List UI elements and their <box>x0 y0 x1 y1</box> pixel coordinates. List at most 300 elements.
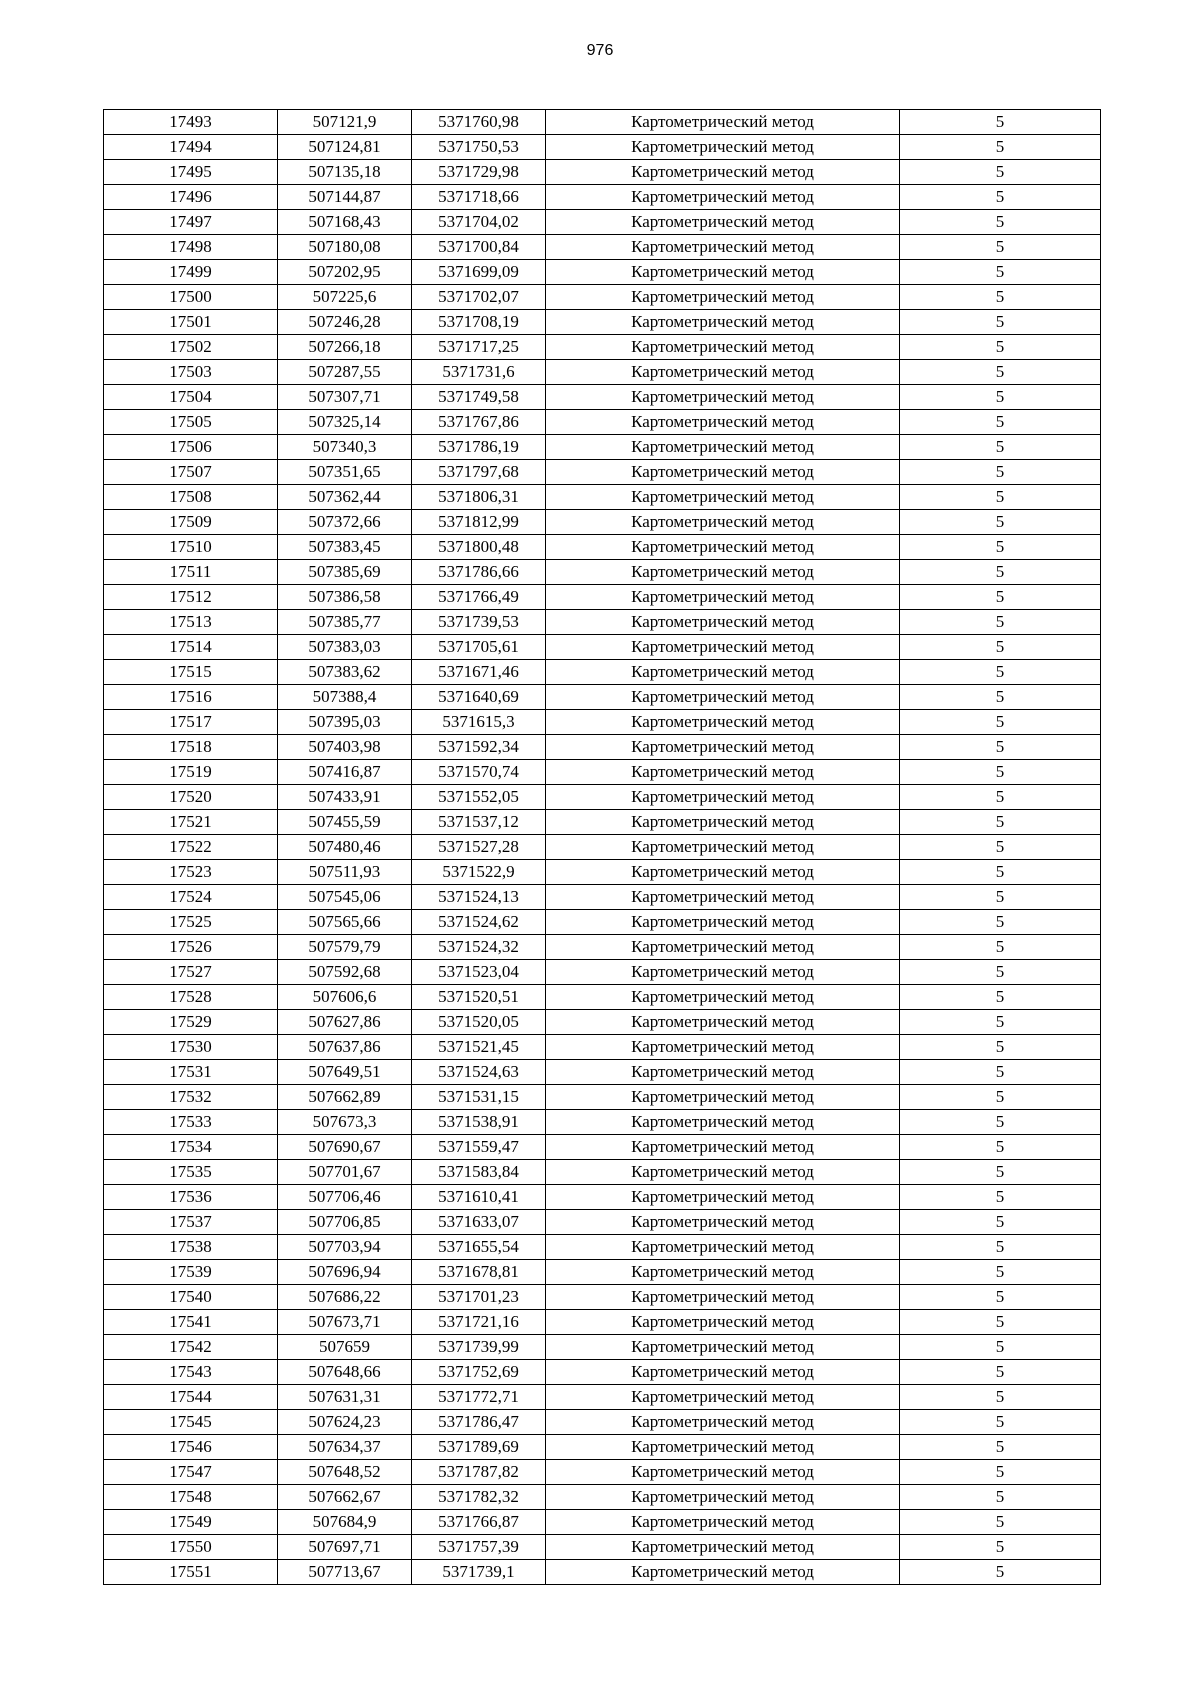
y-coordinate-cell: 5371671,46 <box>412 660 546 685</box>
table-row <box>104 485 1101 510</box>
accuracy-cell: 5 <box>900 1535 1101 1560</box>
method-cell: Картометрический метод <box>546 1360 900 1385</box>
y-coordinate-cell: 5371721,16 <box>412 1310 546 1335</box>
point-number-cell: 17535 <box>104 1160 278 1185</box>
method-cell: Картометрический метод <box>546 385 900 410</box>
method-cell: Картометрический метод <box>546 885 900 910</box>
accuracy-cell: 5 <box>900 635 1101 660</box>
point-number-cell: 17505 <box>104 410 278 435</box>
table-row <box>104 760 1101 785</box>
x-coordinate-cell: 507287,55 <box>278 360 412 385</box>
y-coordinate-cell: 5371750,53 <box>412 135 546 160</box>
x-coordinate-cell: 507673,71 <box>278 1310 412 1335</box>
y-coordinate-cell: 5371752,69 <box>412 1360 546 1385</box>
x-coordinate-cell: 507480,46 <box>278 835 412 860</box>
table-row <box>104 910 1101 935</box>
table-row <box>104 410 1101 435</box>
x-coordinate-cell: 507649,51 <box>278 1060 412 1085</box>
point-number-cell: 17542 <box>104 1335 278 1360</box>
table-row <box>104 335 1101 360</box>
x-coordinate-cell: 507383,03 <box>278 635 412 660</box>
method-cell: Картометрический метод <box>546 1485 900 1510</box>
method-cell: Картометрический метод <box>546 660 900 685</box>
point-number-cell: 17515 <box>104 660 278 685</box>
method-cell: Картометрический метод <box>546 1510 900 1535</box>
table-row <box>104 660 1101 685</box>
point-number-cell: 17548 <box>104 1485 278 1510</box>
y-coordinate-cell: 5371538,91 <box>412 1110 546 1135</box>
method-cell: Картометрический метод <box>546 1335 900 1360</box>
y-coordinate-cell: 5371523,04 <box>412 960 546 985</box>
table-row <box>104 1385 1101 1410</box>
method-cell: Картометрический метод <box>546 1310 900 1335</box>
x-coordinate-cell: 507168,43 <box>278 210 412 235</box>
table-row <box>104 210 1101 235</box>
y-coordinate-cell: 5371520,51 <box>412 985 546 1010</box>
method-cell: Картометрический метод <box>546 1410 900 1435</box>
accuracy-cell: 5 <box>900 485 1101 510</box>
table-row <box>104 810 1101 835</box>
table-row <box>104 935 1101 960</box>
y-coordinate-cell: 5371757,39 <box>412 1535 546 1560</box>
point-number-cell: 17514 <box>104 635 278 660</box>
table-row <box>104 1235 1101 1260</box>
table-row <box>104 1285 1101 1310</box>
point-number-cell: 17494 <box>104 135 278 160</box>
method-cell: Картометрический метод <box>546 335 900 360</box>
y-coordinate-cell: 5371699,09 <box>412 260 546 285</box>
table-row <box>104 1060 1101 1085</box>
point-number-cell: 17536 <box>104 1185 278 1210</box>
table-row <box>104 435 1101 460</box>
method-cell: Картометрический метод <box>546 985 900 1010</box>
accuracy-cell: 5 <box>900 910 1101 935</box>
accuracy-cell: 5 <box>900 1210 1101 1235</box>
method-cell: Картометрический метод <box>546 1010 900 1035</box>
accuracy-cell: 5 <box>900 935 1101 960</box>
x-coordinate-cell: 507266,18 <box>278 335 412 360</box>
method-cell: Картометрический метод <box>546 135 900 160</box>
x-coordinate-cell: 507706,85 <box>278 1210 412 1235</box>
table-row <box>104 385 1101 410</box>
accuracy-cell: 5 <box>900 435 1101 460</box>
x-coordinate-cell: 507180,08 <box>278 235 412 260</box>
x-coordinate-cell: 507545,06 <box>278 885 412 910</box>
table-row <box>104 1335 1101 1360</box>
point-number-cell: 17544 <box>104 1385 278 1410</box>
x-coordinate-cell: 507202,95 <box>278 260 412 285</box>
x-coordinate-cell: 507696,94 <box>278 1260 412 1285</box>
accuracy-cell: 5 <box>900 585 1101 610</box>
method-cell: Картометрический метод <box>546 160 900 185</box>
y-coordinate-cell: 5371521,45 <box>412 1035 546 1060</box>
point-number-cell: 17524 <box>104 885 278 910</box>
y-coordinate-cell: 5371749,58 <box>412 385 546 410</box>
accuracy-cell: 5 <box>900 1035 1101 1060</box>
method-cell: Картометрический метод <box>546 260 900 285</box>
point-number-cell: 17526 <box>104 935 278 960</box>
point-number-cell: 17500 <box>104 285 278 310</box>
table-row <box>104 1035 1101 1060</box>
x-coordinate-cell: 507686,22 <box>278 1285 412 1310</box>
point-number-cell: 17519 <box>104 760 278 785</box>
accuracy-cell: 5 <box>900 335 1101 360</box>
method-cell: Картометрический метод <box>546 860 900 885</box>
accuracy-cell: 5 <box>900 110 1101 135</box>
x-coordinate-cell: 507386,58 <box>278 585 412 610</box>
y-coordinate-cell: 5371731,6 <box>412 360 546 385</box>
y-coordinate-cell: 5371524,32 <box>412 935 546 960</box>
x-coordinate-cell: 507121,9 <box>278 110 412 135</box>
point-number-cell: 17543 <box>104 1360 278 1385</box>
x-coordinate-cell: 507307,71 <box>278 385 412 410</box>
method-cell: Картометрический метод <box>546 310 900 335</box>
y-coordinate-cell: 5371520,05 <box>412 1010 546 1035</box>
point-number-cell: 17528 <box>104 985 278 1010</box>
table-row <box>104 1510 1101 1535</box>
y-coordinate-cell: 5371615,3 <box>412 710 546 735</box>
table-row <box>104 1135 1101 1160</box>
y-coordinate-cell: 5371718,66 <box>412 185 546 210</box>
x-coordinate-cell: 507385,69 <box>278 560 412 585</box>
accuracy-cell: 5 <box>900 1335 1101 1360</box>
y-coordinate-cell: 5371717,25 <box>412 335 546 360</box>
y-coordinate-cell: 5371760,98 <box>412 110 546 135</box>
x-coordinate-cell: 507388,4 <box>278 685 412 710</box>
x-coordinate-cell: 507627,86 <box>278 1010 412 1035</box>
point-number-cell: 17513 <box>104 610 278 635</box>
table-row <box>104 585 1101 610</box>
point-number-cell: 17518 <box>104 735 278 760</box>
accuracy-cell: 5 <box>900 610 1101 635</box>
y-coordinate-cell: 5371592,34 <box>412 735 546 760</box>
accuracy-cell: 5 <box>900 260 1101 285</box>
y-coordinate-cell: 5371729,98 <box>412 160 546 185</box>
method-cell: Картометрический метод <box>546 360 900 385</box>
table-row <box>104 460 1101 485</box>
method-cell: Картометрический метод <box>546 635 900 660</box>
x-coordinate-cell: 507433,91 <box>278 785 412 810</box>
y-coordinate-cell: 5371527,28 <box>412 835 546 860</box>
x-coordinate-cell: 507684,9 <box>278 1510 412 1535</box>
method-cell: Картометрический метод <box>546 410 900 435</box>
point-number-cell: 17530 <box>104 1035 278 1060</box>
accuracy-cell: 5 <box>900 835 1101 860</box>
accuracy-cell: 5 <box>900 1410 1101 1435</box>
y-coordinate-cell: 5371552,05 <box>412 785 546 810</box>
x-coordinate-cell: 507659 <box>278 1335 412 1360</box>
accuracy-cell: 5 <box>900 1160 1101 1185</box>
x-coordinate-cell: 507606,6 <box>278 985 412 1010</box>
method-cell: Картометрический метод <box>546 960 900 985</box>
accuracy-cell: 5 <box>900 885 1101 910</box>
accuracy-cell: 5 <box>900 385 1101 410</box>
method-cell: Картометрический метод <box>546 710 900 735</box>
method-cell: Картометрический метод <box>546 1385 900 1410</box>
accuracy-cell: 5 <box>900 760 1101 785</box>
y-coordinate-cell: 5371812,99 <box>412 510 546 535</box>
point-number-cell: 17520 <box>104 785 278 810</box>
x-coordinate-cell: 507455,59 <box>278 810 412 835</box>
method-cell: Картометрический метод <box>546 460 900 485</box>
point-number-cell: 17540 <box>104 1285 278 1310</box>
y-coordinate-cell: 5371806,31 <box>412 485 546 510</box>
table-row <box>104 610 1101 635</box>
point-number-cell: 17516 <box>104 685 278 710</box>
x-coordinate-cell: 507690,67 <box>278 1135 412 1160</box>
coordinates-table-body <box>104 110 1101 1585</box>
method-cell: Картометрический метод <box>546 560 900 585</box>
y-coordinate-cell: 5371524,62 <box>412 910 546 935</box>
point-number-cell: 17501 <box>104 310 278 335</box>
table-row <box>104 1260 1101 1285</box>
method-cell: Картометрический метод <box>546 285 900 310</box>
accuracy-cell: 5 <box>900 1085 1101 1110</box>
x-coordinate-cell: 507703,94 <box>278 1235 412 1260</box>
accuracy-cell: 5 <box>900 1510 1101 1535</box>
y-coordinate-cell: 5371772,71 <box>412 1385 546 1410</box>
point-number-cell: 17509 <box>104 510 278 535</box>
method-cell: Картометрический метод <box>546 1535 900 1560</box>
table-row <box>104 260 1101 285</box>
method-cell: Картометрический метод <box>546 685 900 710</box>
method-cell: Картометрический метод <box>546 1160 900 1185</box>
point-number-cell: 17507 <box>104 460 278 485</box>
point-number-cell: 17546 <box>104 1435 278 1460</box>
x-coordinate-cell: 507416,87 <box>278 760 412 785</box>
table-row <box>104 110 1101 135</box>
table-row <box>104 635 1101 660</box>
method-cell: Картометрический метод <box>546 185 900 210</box>
accuracy-cell: 5 <box>900 1560 1101 1585</box>
x-coordinate-cell: 507372,66 <box>278 510 412 535</box>
table-row <box>104 835 1101 860</box>
table-row <box>104 785 1101 810</box>
point-number-cell: 17497 <box>104 210 278 235</box>
x-coordinate-cell: 507624,23 <box>278 1410 412 1435</box>
point-number-cell: 17550 <box>104 1535 278 1560</box>
accuracy-cell: 5 <box>900 160 1101 185</box>
accuracy-cell: 5 <box>900 1460 1101 1485</box>
page-number: 976 <box>586 42 614 59</box>
point-number-cell: 17545 <box>104 1410 278 1435</box>
y-coordinate-cell: 5371786,47 <box>412 1410 546 1435</box>
method-cell: Картометрический метод <box>546 910 900 935</box>
table-row <box>104 360 1101 385</box>
point-number-cell: 17541 <box>104 1310 278 1335</box>
accuracy-cell: 5 <box>900 1310 1101 1335</box>
method-cell: Картометрический метод <box>546 1135 900 1160</box>
point-number-cell: 17508 <box>104 485 278 510</box>
accuracy-cell: 5 <box>900 410 1101 435</box>
table-row <box>104 510 1101 535</box>
y-coordinate-cell: 5371702,07 <box>412 285 546 310</box>
y-coordinate-cell: 5371708,19 <box>412 310 546 335</box>
table-row <box>104 1160 1101 1185</box>
accuracy-cell: 5 <box>900 1360 1101 1385</box>
x-coordinate-cell: 507631,31 <box>278 1385 412 1410</box>
y-coordinate-cell: 5371789,69 <box>412 1435 546 1460</box>
point-number-cell: 17512 <box>104 585 278 610</box>
accuracy-cell: 5 <box>900 360 1101 385</box>
method-cell: Картометрический метод <box>546 110 900 135</box>
x-coordinate-cell: 507383,45 <box>278 535 412 560</box>
accuracy-cell: 5 <box>900 1385 1101 1410</box>
method-cell: Картометрический метод <box>546 235 900 260</box>
accuracy-cell: 5 <box>900 310 1101 335</box>
y-coordinate-cell: 5371537,12 <box>412 810 546 835</box>
method-cell: Картометрический метод <box>546 510 900 535</box>
y-coordinate-cell: 5371786,19 <box>412 435 546 460</box>
x-coordinate-cell: 507579,79 <box>278 935 412 960</box>
accuracy-cell: 5 <box>900 535 1101 560</box>
point-number-cell: 17504 <box>104 385 278 410</box>
x-coordinate-cell: 507713,67 <box>278 1560 412 1585</box>
accuracy-cell: 5 <box>900 710 1101 735</box>
x-coordinate-cell: 507225,6 <box>278 285 412 310</box>
y-coordinate-cell: 5371522,9 <box>412 860 546 885</box>
point-number-cell: 17539 <box>104 1260 278 1285</box>
x-coordinate-cell: 507662,67 <box>278 1485 412 1510</box>
accuracy-cell: 5 <box>900 810 1101 835</box>
method-cell: Картометрический метод <box>546 835 900 860</box>
table-row <box>104 285 1101 310</box>
table-row <box>104 1560 1101 1585</box>
accuracy-cell: 5 <box>900 1485 1101 1510</box>
point-number-cell: 17537 <box>104 1210 278 1235</box>
table-row <box>104 1110 1101 1135</box>
y-coordinate-cell: 5371705,61 <box>412 635 546 660</box>
x-coordinate-cell: 507351,65 <box>278 460 412 485</box>
y-coordinate-cell: 5371797,68 <box>412 460 546 485</box>
x-coordinate-cell: 507385,77 <box>278 610 412 635</box>
method-cell: Картометрический метод <box>546 610 900 635</box>
y-coordinate-cell: 5371570,74 <box>412 760 546 785</box>
point-number-cell: 17502 <box>104 335 278 360</box>
accuracy-cell: 5 <box>900 960 1101 985</box>
y-coordinate-cell: 5371767,86 <box>412 410 546 435</box>
table-row <box>104 1210 1101 1235</box>
x-coordinate-cell: 507135,18 <box>278 160 412 185</box>
y-coordinate-cell: 5371700,84 <box>412 235 546 260</box>
method-cell: Картометрический метод <box>546 210 900 235</box>
point-number-cell: 17523 <box>104 860 278 885</box>
y-coordinate-cell: 5371787,82 <box>412 1460 546 1485</box>
x-coordinate-cell: 507395,03 <box>278 710 412 735</box>
method-cell: Картометрический метод <box>546 1460 900 1485</box>
x-coordinate-cell: 507144,87 <box>278 185 412 210</box>
y-coordinate-cell: 5371766,49 <box>412 585 546 610</box>
table-row <box>104 1410 1101 1435</box>
table-row <box>104 310 1101 335</box>
accuracy-cell: 5 <box>900 235 1101 260</box>
table-row <box>104 135 1101 160</box>
accuracy-cell: 5 <box>900 1435 1101 1460</box>
method-cell: Картометрический метод <box>546 1235 900 1260</box>
table-row <box>104 1185 1101 1210</box>
x-coordinate-cell: 507246,28 <box>278 310 412 335</box>
table-row <box>104 710 1101 735</box>
accuracy-cell: 5 <box>900 185 1101 210</box>
method-cell: Картометрический метод <box>546 1435 900 1460</box>
method-cell: Картометрический метод <box>546 1210 900 1235</box>
point-number-cell: 17510 <box>104 535 278 560</box>
x-coordinate-cell: 507362,44 <box>278 485 412 510</box>
point-number-cell: 17538 <box>104 1235 278 1260</box>
y-coordinate-cell: 5371655,54 <box>412 1235 546 1260</box>
table-row <box>104 1360 1101 1385</box>
accuracy-cell: 5 <box>900 785 1101 810</box>
method-cell: Картометрический метод <box>546 1185 900 1210</box>
y-coordinate-cell: 5371640,69 <box>412 685 546 710</box>
x-coordinate-cell: 507706,46 <box>278 1185 412 1210</box>
table-row <box>104 560 1101 585</box>
x-coordinate-cell: 507325,14 <box>278 410 412 435</box>
method-cell: Картометрический метод <box>546 785 900 810</box>
x-coordinate-cell: 507634,37 <box>278 1435 412 1460</box>
y-coordinate-cell: 5371633,07 <box>412 1210 546 1235</box>
x-coordinate-cell: 507340,3 <box>278 435 412 460</box>
accuracy-cell: 5 <box>900 735 1101 760</box>
x-coordinate-cell: 507565,66 <box>278 910 412 935</box>
x-coordinate-cell: 507648,66 <box>278 1360 412 1385</box>
accuracy-cell: 5 <box>900 135 1101 160</box>
point-number-cell: 17549 <box>104 1510 278 1535</box>
method-cell: Картометрический метод <box>546 1110 900 1135</box>
point-number-cell: 17531 <box>104 1060 278 1085</box>
point-number-cell: 17547 <box>104 1460 278 1485</box>
point-number-cell: 17496 <box>104 185 278 210</box>
point-number-cell: 17503 <box>104 360 278 385</box>
table-row <box>104 235 1101 260</box>
table-row <box>104 685 1101 710</box>
table-row <box>104 1535 1101 1560</box>
point-number-cell: 17522 <box>104 835 278 860</box>
accuracy-cell: 5 <box>900 1135 1101 1160</box>
point-number-cell: 17495 <box>104 160 278 185</box>
method-cell: Картометрический метод <box>546 1285 900 1310</box>
accuracy-cell: 5 <box>900 1285 1101 1310</box>
table-row <box>104 735 1101 760</box>
y-coordinate-cell: 5371704,02 <box>412 210 546 235</box>
method-cell: Картометрический метод <box>546 735 900 760</box>
method-cell: Картометрический метод <box>546 485 900 510</box>
table-row <box>104 860 1101 885</box>
point-number-cell: 17533 <box>104 1110 278 1135</box>
accuracy-cell: 5 <box>900 560 1101 585</box>
method-cell: Картометрический метод <box>546 810 900 835</box>
x-coordinate-cell: 507511,93 <box>278 860 412 885</box>
point-number-cell: 17525 <box>104 910 278 935</box>
x-coordinate-cell: 507662,89 <box>278 1085 412 1110</box>
point-number-cell: 17511 <box>104 560 278 585</box>
point-number-cell: 17506 <box>104 435 278 460</box>
accuracy-cell: 5 <box>900 1260 1101 1285</box>
table-row <box>104 885 1101 910</box>
y-coordinate-cell: 5371800,48 <box>412 535 546 560</box>
x-coordinate-cell: 507697,71 <box>278 1535 412 1560</box>
table-row <box>104 985 1101 1010</box>
y-coordinate-cell: 5371559,47 <box>412 1135 546 1160</box>
method-cell: Картометрический метод <box>546 1560 900 1585</box>
point-number-cell: 17529 <box>104 1010 278 1035</box>
coordinates-table <box>103 109 1101 1585</box>
y-coordinate-cell: 5371766,87 <box>412 1510 546 1535</box>
table-row <box>104 1085 1101 1110</box>
accuracy-cell: 5 <box>900 1010 1101 1035</box>
y-coordinate-cell: 5371583,84 <box>412 1160 546 1185</box>
accuracy-cell: 5 <box>900 1235 1101 1260</box>
